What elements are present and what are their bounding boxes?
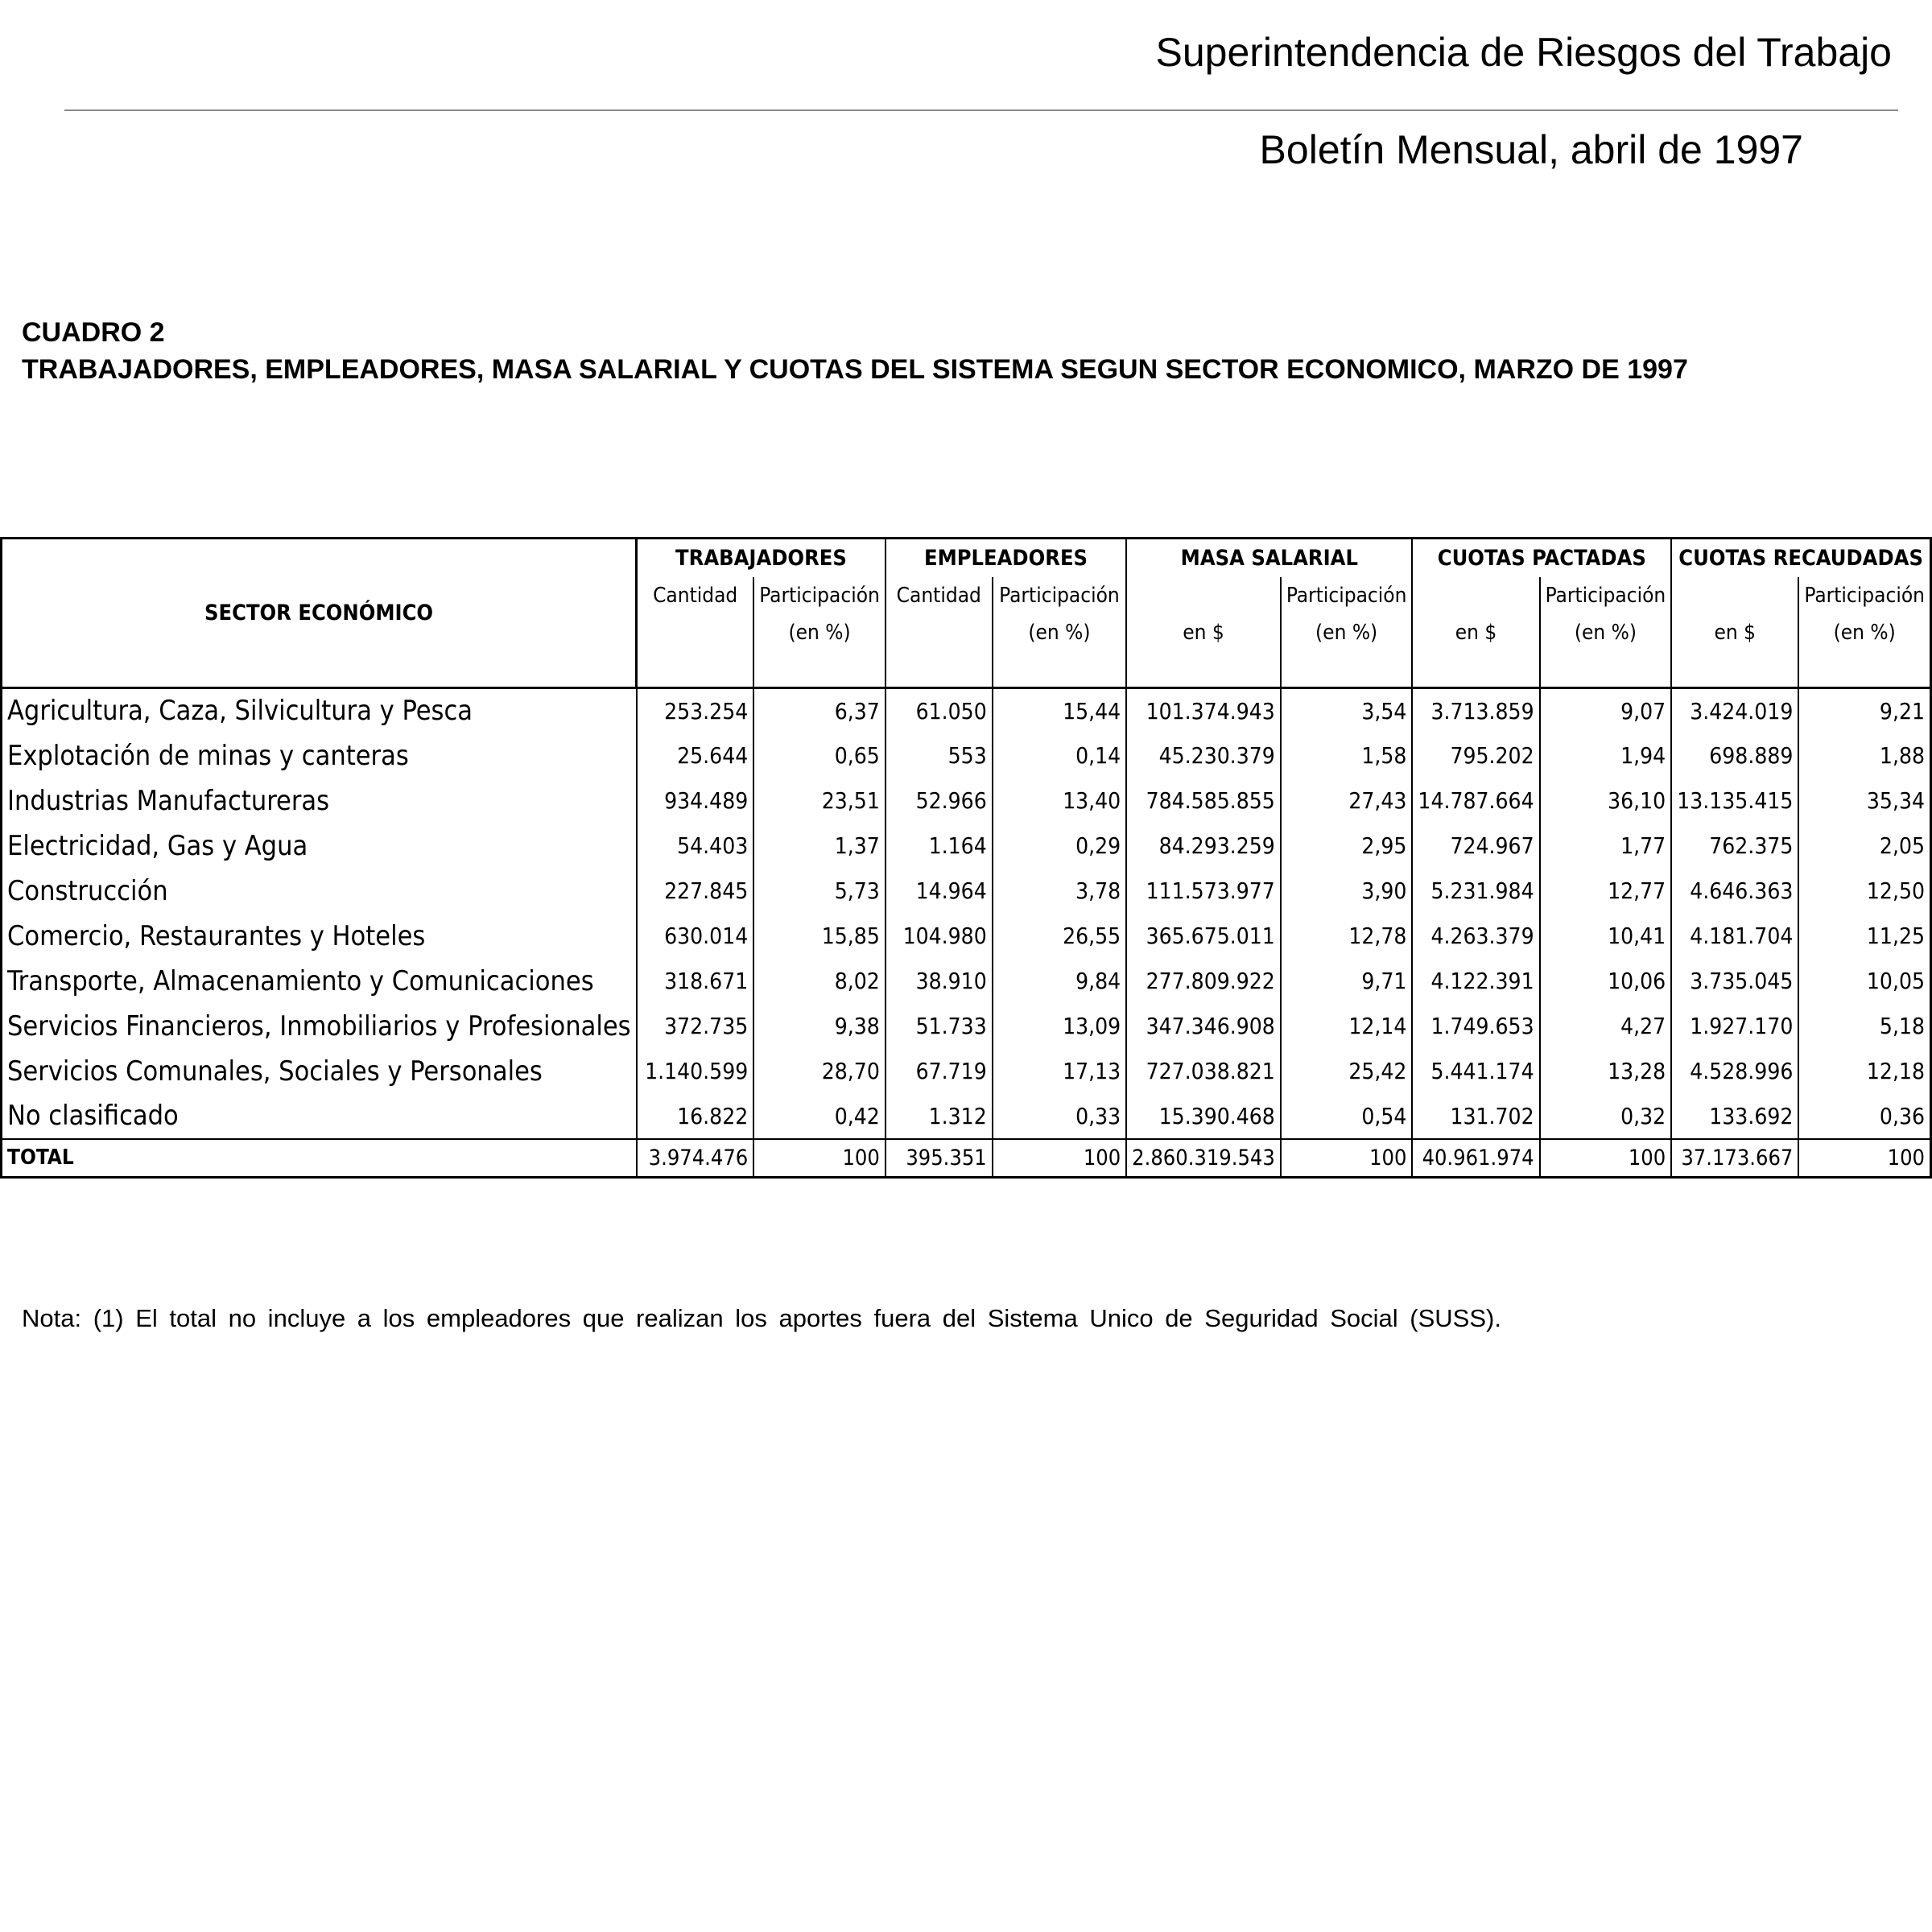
value-cell: 12,77	[1540, 869, 1672, 914]
value-cell: 1.927.170	[1671, 1004, 1798, 1049]
column-subheader	[1126, 577, 1281, 614]
value-cell: 3.713.859	[1412, 688, 1539, 733]
value-cell: 1,58	[1281, 733, 1413, 778]
value-cell: 3.424.019	[1671, 688, 1798, 733]
sector-cell: Comercio, Restaurantes y Hoteles	[2, 914, 637, 959]
value-cell: 698.889	[1671, 733, 1798, 778]
group-header: EMPLEADORES	[886, 539, 1126, 577]
value-cell: 1.312	[886, 1094, 993, 1139]
value-cell: 0,14	[993, 733, 1126, 778]
value-cell: 0,32	[1540, 1094, 1672, 1139]
value-cell: 727.038.821	[1126, 1049, 1281, 1094]
value-cell: 227.845	[637, 869, 754, 914]
organization-name: Superintendencia de Riesgos del Trabajo	[1155, 30, 1892, 75]
column-subheader: Cantidad	[637, 577, 754, 614]
value-cell: 100	[993, 1139, 1126, 1178]
value-cell: 133.692	[1671, 1094, 1798, 1139]
column-subheader-spacer	[1281, 651, 1413, 688]
value-cell: 52.966	[886, 778, 993, 824]
value-cell: 6,37	[753, 688, 886, 733]
value-cell: 40.961.974	[1412, 1139, 1539, 1178]
value-cell: 54.403	[637, 824, 754, 869]
value-cell: 9,84	[993, 959, 1126, 1004]
value-cell: 27,43	[1281, 778, 1413, 824]
value-cell: 15,44	[993, 688, 1126, 733]
value-cell: 13.135.415	[1671, 778, 1798, 824]
value-cell: 3.974.476	[637, 1139, 754, 1178]
value-cell: 9,21	[1798, 688, 1930, 733]
table-number: CUADRO 2	[22, 317, 165, 348]
value-cell: 84.293.259	[1126, 824, 1281, 869]
value-cell: 35,34	[1798, 778, 1930, 824]
value-cell: 61.050	[886, 688, 993, 733]
sector-cell: TOTAL	[2, 1139, 637, 1178]
data-table	[0, 537, 1932, 1179]
value-cell: 11,25	[1798, 914, 1930, 959]
value-cell: 16.822	[637, 1094, 754, 1139]
column-subheader: en $	[1671, 614, 1798, 651]
value-cell: 762.375	[1671, 824, 1798, 869]
column-subheader: en $	[1126, 614, 1281, 651]
value-cell: 0,36	[1798, 1094, 1930, 1139]
column-subheader: (en %)	[1540, 614, 1672, 651]
value-cell: 131.702	[1412, 1094, 1539, 1139]
column-subheader-spacer	[637, 651, 754, 688]
column-subheader-spacer	[1540, 651, 1672, 688]
value-cell: 0,42	[753, 1094, 886, 1139]
table-row	[2, 959, 1931, 1004]
value-cell: 12,14	[1281, 1004, 1413, 1049]
table-row	[2, 1049, 1931, 1094]
value-cell: 13,09	[993, 1004, 1126, 1049]
value-cell: 395.351	[886, 1139, 993, 1178]
value-cell: 36,10	[1540, 778, 1672, 824]
value-cell: 795.202	[1412, 733, 1539, 778]
value-cell: 67.719	[886, 1049, 993, 1094]
value-cell: 4.263.379	[1412, 914, 1539, 959]
column-subheader-spacer	[993, 651, 1126, 688]
value-cell: 318.671	[637, 959, 754, 1004]
value-cell: 17,13	[993, 1049, 1126, 1094]
value-cell: 5,18	[1798, 1004, 1930, 1049]
value-cell: 3,54	[1281, 688, 1413, 733]
value-cell: 1,77	[1540, 824, 1672, 869]
value-cell: 4.646.363	[1671, 869, 1798, 914]
value-cell: 9,07	[1540, 688, 1672, 733]
total-row	[2, 1139, 1931, 1178]
value-cell: 5.441.174	[1412, 1049, 1539, 1094]
value-cell: 5.231.984	[1412, 869, 1539, 914]
table-row	[2, 824, 1931, 869]
sector-cell: Explotación de minas y canteras	[2, 733, 637, 778]
value-cell: 4.528.996	[1671, 1049, 1798, 1094]
column-subheader	[1671, 577, 1798, 614]
value-cell: 372.735	[637, 1004, 754, 1049]
value-cell: 630.014	[637, 914, 754, 959]
value-cell: 37.173.667	[1671, 1139, 1798, 1178]
column-subheader: Participación	[1540, 577, 1672, 614]
sector-cell: Servicios Financieros, Inmobiliarios y Profesionales	[2, 1004, 637, 1049]
table-title: TRABAJADORES, EMPLEADORES, MASA SALARIAL Y CUOTAS DEL SISTEMA SEGUN SECTOR ECONOMICO, MARZO DE 1997	[22, 354, 1688, 385]
column-subheader-spacer	[1798, 651, 1930, 688]
column-subheader-spacer	[886, 651, 993, 688]
table-row	[2, 914, 1931, 959]
value-cell: 277.809.922	[1126, 959, 1281, 1004]
column-subheader: (en %)	[993, 614, 1126, 651]
table-row	[2, 1094, 1931, 1139]
sector-cell: Transporte, Almacenamiento y Comunicaciones	[2, 959, 637, 1004]
value-cell: 26,55	[993, 914, 1126, 959]
table-row	[2, 1004, 1931, 1049]
value-cell: 365.675.011	[1126, 914, 1281, 959]
value-cell: 100	[1798, 1139, 1930, 1178]
value-cell: 3,90	[1281, 869, 1413, 914]
value-cell: 13,40	[993, 778, 1126, 824]
value-cell: 14.787.664	[1412, 778, 1539, 824]
value-cell: 3,78	[993, 869, 1126, 914]
column-subheader-spacer	[753, 651, 886, 688]
header-divider	[64, 109, 1898, 111]
value-cell: 9,71	[1281, 959, 1413, 1004]
column-subheader: en $	[1412, 614, 1539, 651]
group-header: MASA SALARIAL	[1126, 539, 1412, 577]
value-cell: 100	[1281, 1139, 1413, 1178]
value-cell: 2,05	[1798, 824, 1930, 869]
column-subheader: (en %)	[1798, 614, 1930, 651]
value-cell: 4,27	[1540, 1004, 1672, 1049]
value-cell: 104.980	[886, 914, 993, 959]
column-subheader: Participación	[753, 577, 886, 614]
value-cell: 2,95	[1281, 824, 1413, 869]
value-cell: 100	[1540, 1139, 1672, 1178]
column-subheader: Participación	[993, 577, 1126, 614]
value-cell: 1,88	[1798, 733, 1930, 778]
value-cell: 10,06	[1540, 959, 1672, 1004]
value-cell: 38.910	[886, 959, 993, 1004]
sector-header: SECTOR ECONÓMICO	[2, 539, 637, 688]
value-cell: 28,70	[753, 1049, 886, 1094]
value-cell: 2.860.319.543	[1126, 1139, 1281, 1178]
table-row	[2, 733, 1931, 778]
value-cell: 111.573.977	[1126, 869, 1281, 914]
column-subheader	[1412, 577, 1539, 614]
value-cell: 15.390.468	[1126, 1094, 1281, 1139]
value-cell: 45.230.379	[1126, 733, 1281, 778]
table-body	[2, 688, 1931, 1178]
value-cell: 0,65	[753, 733, 886, 778]
value-cell: 101.374.943	[1126, 688, 1281, 733]
group-header: CUOTAS RECAUDADAS	[1671, 539, 1930, 577]
value-cell: 12,78	[1281, 914, 1413, 959]
sector-cell: Industrias Manufactureras	[2, 778, 637, 824]
table-row	[2, 869, 1931, 914]
value-cell: 1.749.653	[1412, 1004, 1539, 1049]
sector-cell: Servicios Comunales, Sociales y Personales	[2, 1049, 637, 1094]
value-cell: 1,94	[1540, 733, 1672, 778]
value-cell: 15,85	[753, 914, 886, 959]
value-cell: 0,54	[1281, 1094, 1413, 1139]
value-cell: 553	[886, 733, 993, 778]
value-cell: 1.140.599	[637, 1049, 754, 1094]
value-cell: 51.733	[886, 1004, 993, 1049]
footnote: Nota: (1) El total no incluye a los empleadores que realizan los aportes fuera del Sistema Unico de Seguridad Social (SUSS).	[22, 1304, 1501, 1332]
value-cell: 23,51	[753, 778, 886, 824]
column-subheader-spacer	[1126, 651, 1281, 688]
value-cell: 8,02	[753, 959, 886, 1004]
value-cell: 10,05	[1798, 959, 1930, 1004]
value-cell: 0,29	[993, 824, 1126, 869]
value-cell: 10,41	[1540, 914, 1672, 959]
value-cell: 13,28	[1540, 1049, 1672, 1094]
column-subheader-spacer	[1412, 651, 1539, 688]
value-cell: 12,18	[1798, 1049, 1930, 1094]
column-subheader: Participación	[1281, 577, 1413, 614]
value-cell: 25,42	[1281, 1049, 1413, 1094]
value-cell: 4.181.704	[1671, 914, 1798, 959]
column-subheader	[637, 614, 754, 651]
value-cell: 4.122.391	[1412, 959, 1539, 1004]
group-header: CUOTAS PACTADAS	[1412, 539, 1671, 577]
group-header: TRABAJADORES	[637, 539, 886, 577]
sector-cell: No clasificado	[2, 1094, 637, 1139]
column-subheader: (en %)	[753, 614, 886, 651]
value-cell: 25.644	[637, 733, 754, 778]
value-cell: 14.964	[886, 869, 993, 914]
bulletin-title: Boletín Mensual, abril de 1997	[1259, 127, 1803, 172]
column-subheader-spacer	[1671, 651, 1798, 688]
column-subheader: (en %)	[1281, 614, 1413, 651]
column-subheader	[886, 614, 993, 651]
sector-cell: Construcción	[2, 869, 637, 914]
table-row	[2, 778, 1931, 824]
value-cell: 1.164	[886, 824, 993, 869]
value-cell: 0,33	[993, 1094, 1126, 1139]
sector-cell: Agricultura, Caza, Silvicultura y Pesca	[2, 688, 637, 733]
value-cell: 253.254	[637, 688, 754, 733]
column-subheader: Cantidad	[886, 577, 993, 614]
value-cell: 12,50	[1798, 869, 1930, 914]
value-cell: 724.967	[1412, 824, 1539, 869]
table-row	[2, 688, 1931, 733]
value-cell: 3.735.045	[1671, 959, 1798, 1004]
sector-cell: Electricidad, Gas y Agua	[2, 824, 637, 869]
value-cell: 5,73	[753, 869, 886, 914]
value-cell: 100	[753, 1139, 886, 1178]
value-cell: 347.346.908	[1126, 1004, 1281, 1049]
value-cell: 934.489	[637, 778, 754, 824]
column-subheader: Participación	[1798, 577, 1930, 614]
value-cell: 1,37	[753, 824, 886, 869]
value-cell: 9,38	[753, 1004, 886, 1049]
value-cell: 784.585.855	[1126, 778, 1281, 824]
